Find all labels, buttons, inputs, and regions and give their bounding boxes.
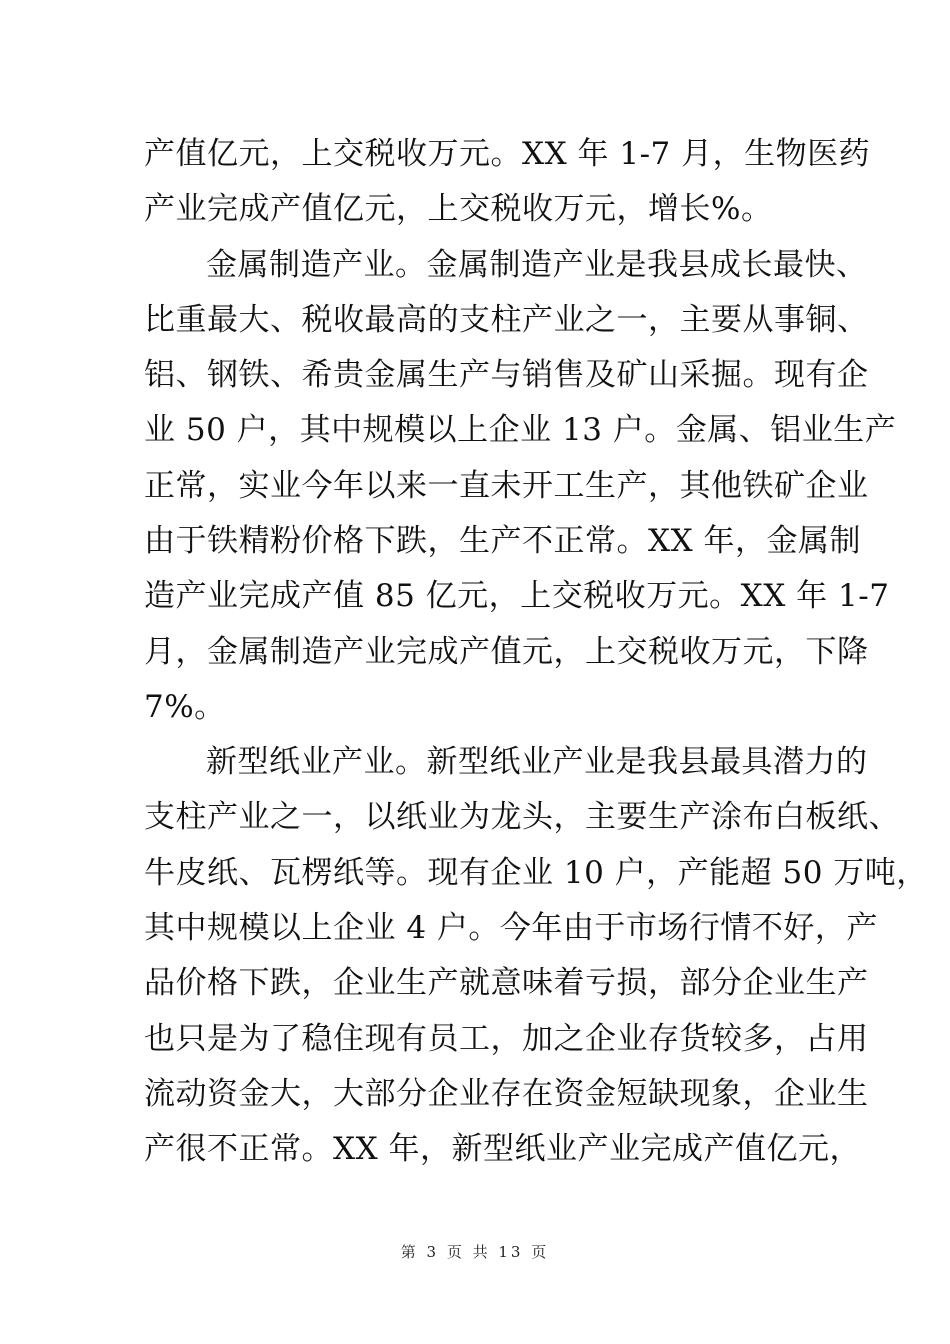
body-text-line: 产很不正常。XX 年，新型纸业产业完成产值亿元， (144, 1131, 861, 1167)
body-text-line: 7%。 (144, 689, 226, 725)
body-text-line: 造产业完成产值 85 亿元，上交税收万元。XX 年 1-7 (144, 578, 890, 614)
body-text-line: 也只是为了稳住现有员工，加之企业存货较多，占用 (144, 1021, 869, 1057)
paragraph-start-line: 新型纸业产业。新型纸业产业是我县最具潜力的 (206, 744, 868, 780)
body-text-line: 其中规模以上企业 4 户。今年由于市场行情不好，产 (144, 910, 878, 946)
body-text-line: 月，金属制造产业完成产值元，上交税收万元，下降 (144, 634, 869, 670)
body-text-line: 铝、钢铁、希贵金属生产与销售及矿山采掘。现有企 (144, 357, 869, 393)
body-text-line: 产业完成产值亿元，上交税收万元，增长%。 (144, 191, 773, 227)
paragraph-start-line: 金属制造产业。金属制造产业是我县成长最快、 (206, 247, 868, 283)
body-text-line: 牛皮纸、瓦楞纸等。现有企业 10 户，产能超 50 万吨， (144, 855, 928, 891)
body-text-line: 支柱产业之一，以纸业为龙头，主要生产涂布白板纸、 (144, 799, 900, 835)
body-text-line: 由于铁精粉价格下跌，生产不正常。XX 年，金属制 (144, 523, 861, 559)
body-text-line: 正常，实业今年以来一直未开工生产，其他铁矿企业 (144, 468, 869, 504)
body-text-line: 产值亿元，上交税收万元。XX 年 1-7 月，生物医药 (144, 136, 871, 172)
body-text-line: 流动资金大，大部分企业存在资金短缺现象，企业生 (144, 1076, 869, 1112)
body-text-line: 品价格下跌，企业生产就意味着亏损，部分企业生产 (144, 965, 869, 1001)
page-number-footer: 第 3 页 共 13 页 (400, 1243, 550, 1261)
body-text-line: 比重最大、税收最高的支柱产业之一，主要从事铜、 (144, 302, 869, 338)
body-text-line: 业 50 户，其中规模以上企业 13 户。金属、铝业生产 (144, 412, 897, 448)
